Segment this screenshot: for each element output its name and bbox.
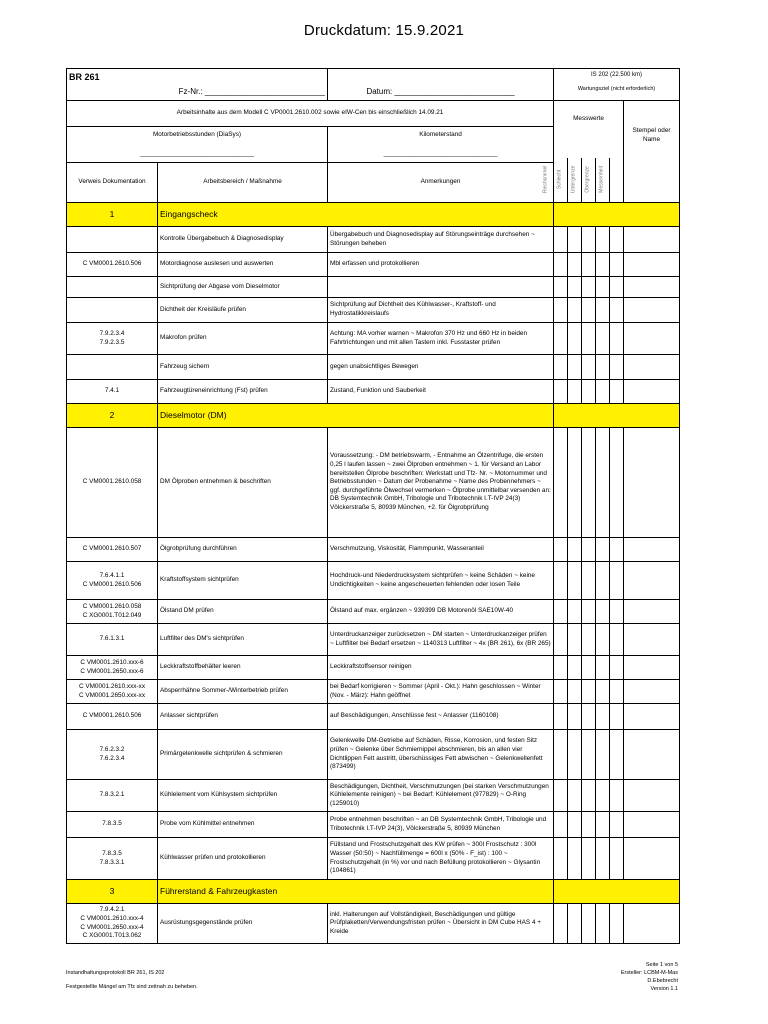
task-notes: Sichtprüfung auf Dichtheit des Kühlwasser-, Kraftstoff- und Hydrostatikkreislaufs — [328, 298, 554, 323]
measurement-checkbox[interactable] — [596, 428, 610, 538]
measurement-checkbox[interactable] — [610, 680, 624, 704]
measurement-checkbox[interactable] — [582, 227, 596, 253]
doc-reference: C VM0001.2610.xxx-xx C VM0001.2650.xxx-xx — [67, 680, 158, 704]
measurement-checkbox[interactable] — [582, 904, 596, 944]
measurement-checkbox[interactable] — [582, 730, 596, 780]
measurement-checkbox[interactable] — [554, 428, 568, 538]
doc-reference: 7.6.4.1.1 C VM0001.2610.506 — [67, 562, 158, 600]
task-notes: Probe entnehmen beschriften ~ an DB Systemtechnik GmbH, Tribologie und Tribotechnik I.T-IVP 24(3), Völckerstraße 5, 80939 München — [328, 812, 554, 838]
measurement-checkbox[interactable] — [610, 355, 624, 380]
stamp-field[interactable] — [624, 355, 680, 380]
measurement-checkbox[interactable] — [568, 656, 582, 680]
task-row — [67, 428, 680, 538]
measurement-checkbox[interactable] — [568, 624, 582, 656]
measurement-checkbox[interactable] — [568, 380, 582, 404]
task-description: Sichtprüfung der Abgase vom Dieselmotor — [158, 277, 328, 298]
task-description: Kühlelement vom Kühlsystem sichtprüfen — [158, 780, 328, 812]
task-description: Absperrhähne Sommer-/Winterbetrieb prüfen — [158, 680, 328, 704]
measurement-checkbox[interactable] — [568, 904, 582, 944]
task-description: Ölgrobprüfung durchführen — [158, 538, 328, 562]
maintenance-protocol-table — [66, 68, 680, 944]
measurement-checkbox[interactable] — [582, 624, 596, 656]
doc-reference — [67, 355, 158, 380]
section-title: Eingangscheck — [158, 203, 554, 227]
measurement-checkbox[interactable] — [554, 298, 568, 323]
measurement-checkbox[interactable] — [554, 380, 568, 404]
measurement-checkbox[interactable] — [582, 600, 596, 624]
wartung-label: Wartungsziel (nicht erforderlich) — [577, 86, 656, 93]
task-notes — [328, 277, 554, 298]
measurement-checkbox[interactable] — [596, 277, 610, 298]
measurement-checkbox[interactable] — [554, 253, 568, 277]
doc-reference: 7.9.2.3.4 7.9.2.3.5 — [67, 323, 158, 355]
doc-reference: C VM0001.2610.058 — [67, 428, 158, 538]
measurement-checkbox[interactable] — [610, 562, 624, 600]
doc-reference: 7.9.4.2.1 C VM0001.2610.xxx-4 C VM0001.2650.xxx-4 C XG0001.T013.062 — [67, 904, 158, 944]
doc-reference: 7.8.3.5 7.8.3.3.1 — [67, 838, 158, 880]
measurement-checkbox[interactable] — [596, 680, 610, 704]
footer-protocol-name: Instandhaltungsprotokoll BR 261, IS 202 — [66, 970, 165, 976]
task-row — [67, 730, 680, 780]
measurement-checkbox[interactable] — [596, 730, 610, 780]
task-row — [67, 323, 680, 355]
datum-field[interactable]: Datum: ___________________________ — [366, 87, 515, 97]
measurement-checkbox[interactable] — [554, 624, 568, 656]
task-notes: Unterdruckanzeiger zurücksetzen ~ DM starten ~ Unterdruckanzeiger prüfen ~ Luftfilter bei Bedarf ersetzen ~ 1140313 Luftfilter ~ 4x (BR 261), 6x (BR 265) — [328, 624, 554, 656]
task-row — [67, 656, 680, 680]
task-notes: inkl. Halterungen auf Vollständigkeit, Beschädigungen und gültige Prüfplaketten/Verwendungsfristen prüfen ~ Übersicht in DM Cube HAS 4 + Kreide — [328, 904, 554, 944]
task-row — [67, 253, 680, 277]
measurement-checkbox[interactable] — [610, 704, 624, 730]
measurement-checkbox[interactable] — [568, 780, 582, 812]
task-description: Dichtheit der Kreisläufe prüfen — [158, 298, 328, 323]
doc-reference: 7.6.1.3.1 — [67, 624, 158, 656]
stamp-field[interactable] — [624, 562, 680, 600]
section-fill — [554, 203, 680, 227]
measurement-checkbox[interactable] — [568, 227, 582, 253]
measurement-checkbox[interactable] — [596, 562, 610, 600]
stamp-field[interactable] — [624, 780, 680, 812]
task-description: Motordiagnose auslesen und auswerten — [158, 253, 328, 277]
task-notes: Füllstand und Frostschutzgehalt des KW prüfen ~ 300l Frostschutz : 300l Wasser (50:50) ~ Nachfüllmenge = 600l x (50% - F_ist) : 100 ~ Frostschutzgehalt (in %) vor und nach Befüllung protokollieren ~ Glysantin (104861) — [328, 838, 554, 880]
task-row — [67, 227, 680, 253]
task-row — [67, 780, 680, 812]
task-row — [67, 562, 680, 600]
task-description: Probe vom Kühlmittel entnehmen — [158, 812, 328, 838]
doc-reference: 7.8.3.5 — [67, 812, 158, 838]
section-number: 1 — [67, 203, 158, 227]
measurement-checkbox[interactable] — [582, 656, 596, 680]
measurement-checkbox[interactable] — [610, 838, 624, 880]
doc-reference: C VM0001.2610.xxx-6 C VM0001.2650.xxx-6 — [67, 656, 158, 680]
task-row — [67, 380, 680, 404]
task-description: DM Ölproben entnehmen & beschriften — [158, 428, 328, 538]
measurement-checkbox[interactable] — [568, 600, 582, 624]
doc-reference — [67, 277, 158, 298]
measurement-checkbox[interactable] — [568, 355, 582, 380]
measurement-checkbox[interactable] — [568, 680, 582, 704]
measurement-checkbox[interactable] — [582, 428, 596, 538]
task-description: Fahrzeugtüreneinrichtung (Fst) prüfen — [158, 380, 328, 404]
measurement-checkbox[interactable] — [554, 227, 568, 253]
measurement-checkbox[interactable] — [582, 538, 596, 562]
measurement-checkbox[interactable] — [596, 838, 610, 880]
doc-reference: 7.4.1 — [67, 380, 158, 404]
task-notes: Hochdruck-und Niederdrucksystem sichtprüfen ~ keine Schäden ~ keine Undichtigkeiten ~ keine angescheuerten fehlenden oder losen Teile — [328, 562, 554, 600]
stamp-field[interactable] — [624, 277, 680, 298]
measurement-checkbox[interactable] — [554, 538, 568, 562]
section-title: Führerstand & Fahrzeugkasten — [158, 880, 554, 904]
task-description: Ausrüstungsgegenstände prüfen — [158, 904, 328, 944]
measurement-checkbox[interactable] — [610, 780, 624, 812]
kilometer-cell — [328, 127, 554, 163]
header-is-cell — [554, 69, 680, 101]
doc-reference: C VM0001.2610.058 C XG0001.T012.049 — [67, 600, 158, 624]
task-row — [67, 680, 680, 704]
task-notes: Voraussetzung: - DM betriebswarm, - Entnahme an Ölzentrifuge, die ersten 0,25 l laufen lassen ~ zwei Ölproben entnehmen ~ 1. für Versand an Labor bereitstellen Ölprobe beschriften: Werkstatt und Tfz- Nr. ~ Motornummer und Betriebsstunden ~ Datum der Probenahme ~ Name des Probennehmers ~ ggf. durchgeführte Ölwechsel vermerken ~ Ölprobe unmittelbar versenden an: DB Systemtechnik GmbH, Tribologie und Tribotechnik I.T-IVP 24(3) Völckerstraße 5, 80939 München, +2. für Ölgrobprüfung — [328, 428, 554, 538]
measurement-checkbox[interactable] — [610, 227, 624, 253]
measurement-checkbox[interactable] — [596, 704, 610, 730]
measurement-checkbox[interactable] — [582, 380, 596, 404]
measurement-checkbox[interactable] — [596, 227, 610, 253]
footer-author: Ersteller: LCBM-M-Mas — [620, 969, 678, 976]
measurement-checkbox[interactable] — [568, 428, 582, 538]
task-row — [67, 838, 680, 880]
measurement-checkbox[interactable] — [610, 428, 624, 538]
task-notes: Verschmutzung, Viskosität, Flammpunkt, Wasseranteil — [328, 538, 554, 562]
measurement-checkbox[interactable] — [596, 253, 610, 277]
stamp-field[interactable] — [624, 838, 680, 880]
kilometer-field[interactable]: ________________________________ — [383, 149, 498, 157]
task-notes: Zustand, Funktion und Sauberkeit — [328, 380, 554, 404]
measurement-checkbox[interactable] — [596, 380, 610, 404]
task-notes: Mbl erfassen und protokollieren — [328, 253, 554, 277]
measurement-checkbox[interactable] — [554, 600, 568, 624]
motorstunden-cell — [67, 127, 328, 163]
task-description: Fahrzeug sichern — [158, 355, 328, 380]
task-notes: gegen unabsichtliges Bewegen — [328, 355, 554, 380]
measurement-checkbox[interactable] — [582, 323, 596, 355]
stamp-field[interactable] — [624, 904, 680, 944]
section-fill — [554, 404, 680, 428]
stamp-field[interactable] — [624, 730, 680, 780]
measurement-checkbox[interactable] — [568, 538, 582, 562]
task-row — [67, 624, 680, 656]
measurement-column-label: Obergrenze — [584, 166, 591, 193]
measurement-checkbox[interactable] — [610, 298, 624, 323]
fz-nr-field[interactable]: Fz-Nr.: ___________________________ — [178, 87, 326, 97]
measurement-checkbox[interactable] — [568, 730, 582, 780]
measurement-checkbox[interactable] — [582, 253, 596, 277]
measurement-checkbox[interactable] — [582, 704, 596, 730]
task-notes: Achtung: MA vorher warnen ~ Makrofon 370 Hz und 660 Hz in beiden Fahrtrichtungen und mit allen Tastern inkl. Fusstaster prüfen — [328, 323, 554, 355]
task-row — [67, 298, 680, 323]
column-header-anmerkungen: Anmerkungen — [328, 163, 554, 203]
task-description: Primärgelenkwelle sichtprüfen & schmieren — [158, 730, 328, 780]
stamp-field[interactable] — [624, 380, 680, 404]
measurement-checkbox[interactable] — [582, 680, 596, 704]
measurement-checkbox[interactable] — [554, 904, 568, 944]
stamp-field[interactable] — [624, 253, 680, 277]
task-row — [67, 277, 680, 298]
task-notes: auf Beschädigungen, Anschlüsse fest ~ Anlasser (1160108) — [328, 704, 554, 730]
footer-left — [66, 970, 198, 992]
measurement-checkbox[interactable] — [568, 253, 582, 277]
section-number: 2 — [67, 404, 158, 428]
measurement-column-label: Schlecht — [556, 169, 563, 189]
measurement-checkbox[interactable] — [610, 253, 624, 277]
task-description: Makrofon prüfen — [158, 323, 328, 355]
print-date: Druckdatum: 15.9.2021 — [303, 22, 465, 39]
stamp-field[interactable] — [624, 624, 680, 656]
stamp-field[interactable] — [624, 600, 680, 624]
doc-reference: C VM0001.2610.506 — [67, 704, 158, 730]
measurement-checkbox[interactable] — [610, 656, 624, 680]
task-notes: Ölstand auf max. ergänzen ~ 939399 DB Motorenöl SAE10W-40 — [328, 600, 554, 624]
task-notes: Übergabebuch und Diagnosedisplay auf Störungseinträge durchsehen ~ Störungen beheben — [328, 227, 554, 253]
measurement-checkbox[interactable] — [596, 600, 610, 624]
header-model-cell — [67, 69, 328, 101]
task-description: Luftfilter des DM's sichtprüfen — [158, 624, 328, 656]
task-description: Kühlwasser prüfen und protokollieren — [158, 838, 328, 880]
motorstunden-label: Motorbetriebsstunden (DiaSys) — [152, 130, 242, 138]
measurement-checkbox[interactable] — [554, 277, 568, 298]
stamp-field[interactable] — [624, 227, 680, 253]
measurement-checkbox[interactable] — [596, 624, 610, 656]
section-header-row — [67, 404, 680, 428]
motorstunden-field[interactable]: ________________________________ — [140, 149, 254, 157]
measurement-checkbox[interactable] — [568, 812, 582, 838]
stamp-field[interactable] — [624, 323, 680, 355]
doc-reference: C VM0001.2610.506 — [67, 253, 158, 277]
measurement-checkbox[interactable] — [582, 277, 596, 298]
section-number: 3 — [67, 880, 158, 904]
measurement-checkbox[interactable] — [610, 600, 624, 624]
measurement-checkbox[interactable] — [554, 812, 568, 838]
measurement-checkbox[interactable] — [582, 298, 596, 323]
measurement-checkbox[interactable] — [554, 704, 568, 730]
measurement-checkbox[interactable] — [596, 656, 610, 680]
measurement-checkbox[interactable] — [554, 838, 568, 880]
measurement-checkbox[interactable] — [568, 277, 582, 298]
task-row — [67, 812, 680, 838]
task-notes: Gelenkwelle DM-Getriebe auf Schäden, Risse, Korrosion, und festen Sitz prüfen ~ Gelenke über Schmiernippel abschmieren, bis an allen vier Dichtlippen Fett austritt, überschüssiges Fett abwischen ~ Gelenkwellenfett (873499) — [328, 730, 554, 780]
measurement-checkbox[interactable] — [582, 355, 596, 380]
task-row — [67, 600, 680, 624]
measurement-column-labels — [542, 158, 623, 202]
task-description: Ölstand DM prüfen — [158, 600, 328, 624]
measurement-column-label: Messeinheit — [598, 166, 605, 193]
stamp-field[interactable] — [624, 680, 680, 704]
task-notes: Leckkraftstoffsensor reinigen — [328, 656, 554, 680]
section-header-row — [67, 203, 680, 227]
footer-page-number: Seite 1 von 5 — [645, 962, 678, 968]
doc-reference — [67, 298, 158, 323]
measurement-column-label: Reichsmmel — [542, 165, 549, 194]
measurement-checkbox[interactable] — [554, 355, 568, 380]
measurement-checkbox[interactable] — [568, 838, 582, 880]
task-row — [67, 355, 680, 380]
measurement-checkbox[interactable] — [596, 904, 610, 944]
task-description: Kontrolle Übergabebuch & Diagnosedisplay — [158, 227, 328, 253]
stamp-field[interactable] — [624, 538, 680, 562]
task-notes: Beschädigungen, Dichtheit, Verschmutzungen (bei starken Verschmutzungen Kühlelemente reinigen) ~ bei Bedarf: Kühlelement (977829) ~ O-Ring (1259010) — [328, 780, 554, 812]
measurement-checkbox[interactable] — [554, 562, 568, 600]
measurement-checkbox[interactable] — [582, 780, 596, 812]
section-title: Dieselmotor (DM) — [158, 404, 554, 428]
measurement-checkbox[interactable] — [554, 730, 568, 780]
measurement-checkbox[interactable] — [596, 538, 610, 562]
task-row — [67, 538, 680, 562]
doc-reference — [67, 227, 158, 253]
measurement-checkbox[interactable] — [568, 704, 582, 730]
measurement-checkbox[interactable] — [582, 562, 596, 600]
measurement-checkbox[interactable] — [568, 562, 582, 600]
stamp-field[interactable] — [624, 428, 680, 538]
measurement-checkbox[interactable] — [554, 323, 568, 355]
measurement-checkbox[interactable] — [610, 730, 624, 780]
measurement-checkbox[interactable] — [568, 323, 582, 355]
stamp-field[interactable] — [624, 704, 680, 730]
task-notes: bei Bedarf korrigieren ~ Sommer (April - Okt.): Hahn geschlossen ~ Winter (Nov. - März): Hahn geöffnet — [328, 680, 554, 704]
measurement-checkbox[interactable] — [610, 904, 624, 944]
measurement-checkbox[interactable] — [596, 780, 610, 812]
measurement-checkbox[interactable] — [596, 298, 610, 323]
measurement-checkbox[interactable] — [554, 680, 568, 704]
measurement-checkbox[interactable] — [610, 323, 624, 355]
section-header-row — [67, 880, 680, 904]
stamp-field[interactable] — [624, 656, 680, 680]
footer-version: Version 1.1 — [650, 985, 678, 992]
stempel-header — [624, 101, 680, 203]
measurement-checkbox[interactable] — [596, 355, 610, 380]
is-label: IS 202 (22.500 km) — [591, 72, 643, 78]
measurement-checkbox[interactable] — [610, 277, 624, 298]
model-label: BR 261 — [69, 72, 100, 82]
footer-defects-note: Festgestellte Mängel am Tfz sind zeitnah zu beheben. — [66, 983, 198, 990]
task-description: Kraftstoffsystem sichtprüfen — [158, 562, 328, 600]
measurement-checkbox[interactable] — [610, 380, 624, 404]
footer-author-name: D.Ebebrecht — [647, 977, 678, 984]
measurement-checkbox[interactable] — [554, 656, 568, 680]
stamp-field[interactable] — [624, 812, 680, 838]
measurement-checkbox[interactable] — [582, 812, 596, 838]
arbeitsinhalte-note: Arbeitsinhalte aus dem Modell C VP0001.2610.002 sowie eIW-Cen bis einschließlich 14.09.21 — [67, 101, 554, 127]
measurement-checkbox[interactable] — [554, 780, 568, 812]
messwerte-header — [542, 101, 624, 203]
measurement-column-label: Untergrenze — [570, 165, 577, 194]
footer-right — [621, 962, 678, 994]
measurement-checkbox[interactable] — [582, 838, 596, 880]
task-description: Anlasser sichtprüfen — [158, 704, 328, 730]
doc-reference: C VM0001.2610.507 — [67, 538, 158, 562]
doc-reference: 7.6.2.3.2 7.6.2.3.4 — [67, 730, 158, 780]
measurement-checkbox[interactable] — [610, 624, 624, 656]
measurement-checkbox[interactable] — [596, 812, 610, 838]
doc-reference: 7.8.3.2.1 — [67, 780, 158, 812]
header-date-cell — [328, 69, 554, 101]
measurement-checkbox[interactable] — [610, 812, 624, 838]
measurement-checkbox[interactable] — [610, 538, 624, 562]
column-header-arbeitsbereich: Arbeitsbereich / Maßnahme — [158, 163, 328, 203]
kilometer-label: Kilometerstand — [419, 130, 462, 138]
measurement-checkbox[interactable] — [596, 323, 610, 355]
stempel-label: Stempel oder Name — [632, 127, 671, 143]
messwerte-label: Messwerte — [573, 115, 604, 122]
task-row — [67, 904, 680, 944]
task-description: Leckkraftstoffbehälter leeren — [158, 656, 328, 680]
task-row — [67, 704, 680, 730]
column-header-verweis: Verweis Dokumentation — [67, 163, 158, 203]
section-fill — [554, 880, 680, 904]
stamp-field[interactable] — [624, 298, 680, 323]
measurement-checkbox[interactable] — [568, 298, 582, 323]
